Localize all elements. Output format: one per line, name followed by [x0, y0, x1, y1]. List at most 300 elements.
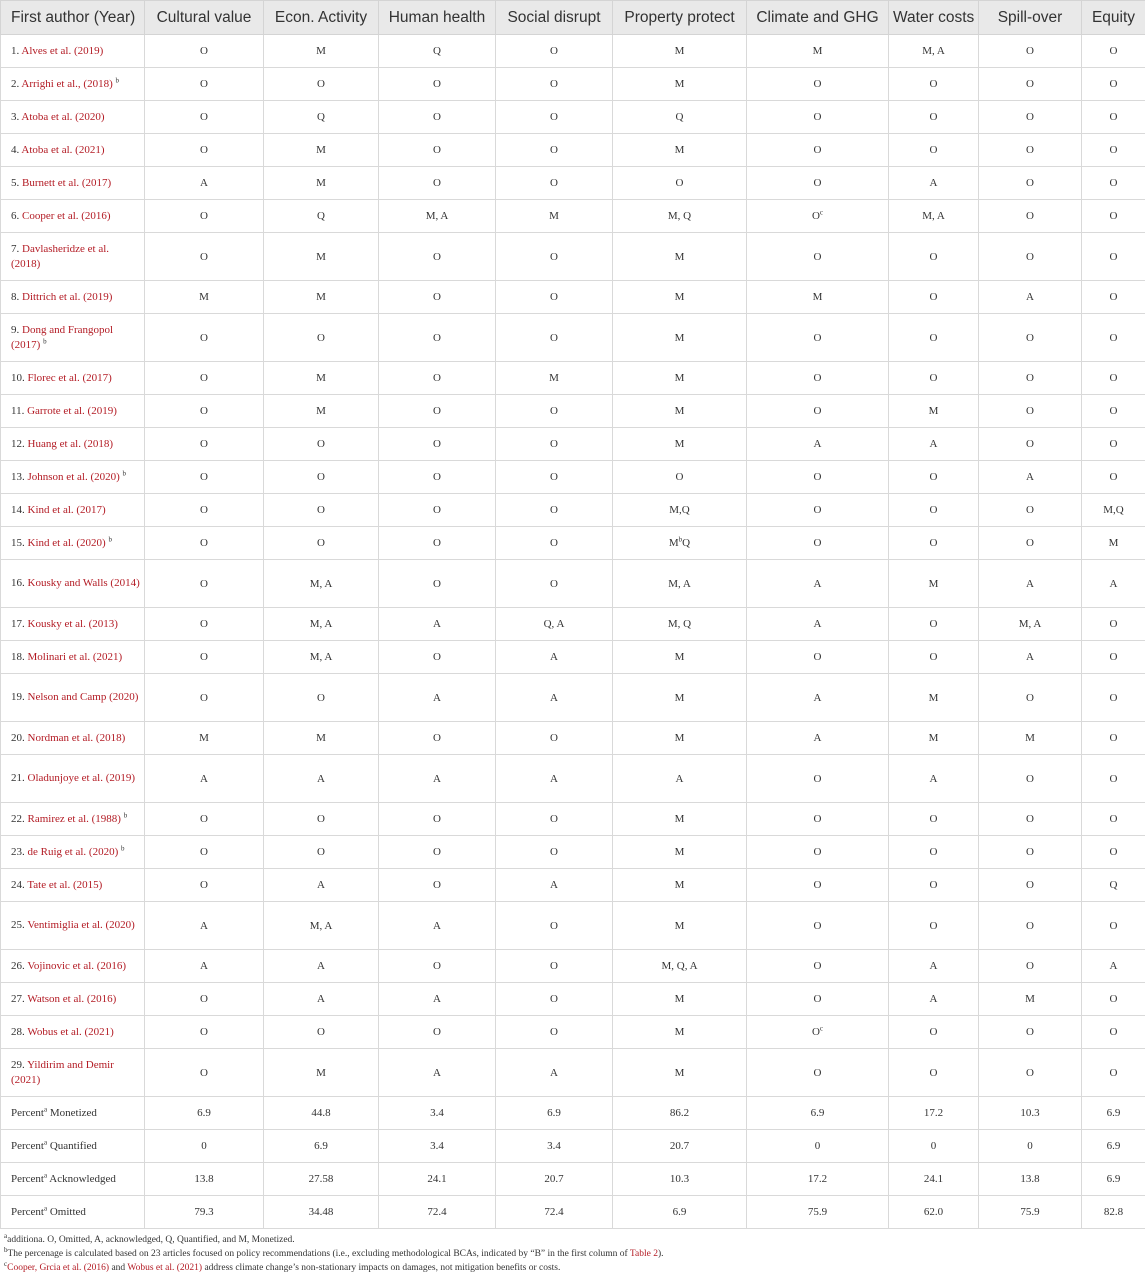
value-cell	[264, 281, 379, 314]
cell-value: O	[813, 177, 822, 189]
cell-value: O	[433, 250, 441, 263]
table-row	[1, 836, 1145, 869]
value-cell	[264, 68, 379, 101]
value-cell	[613, 836, 747, 869]
cell-value: M	[674, 993, 685, 1005]
value-cell	[264, 1049, 379, 1097]
cell-value: O	[200, 45, 208, 57]
cell-value: M, Q	[667, 210, 692, 222]
value-cell	[379, 674, 496, 722]
value-cell	[145, 836, 264, 869]
table-2-link[interactable]: Table 2	[629, 1249, 659, 1259]
value-cell	[889, 983, 979, 1016]
cell-value: Q	[317, 210, 325, 222]
cell-value: O	[200, 537, 208, 549]
value-cell	[264, 527, 379, 560]
value-cell	[613, 869, 747, 902]
value-cell	[496, 755, 613, 803]
value-cell	[379, 869, 496, 902]
row-number: 27.	[11, 992, 25, 1005]
value-cell	[496, 983, 613, 1016]
value-cell	[1082, 560, 1145, 608]
value-cell	[1082, 1049, 1145, 1097]
cell-value: O	[550, 144, 558, 156]
value-cell	[979, 281, 1082, 314]
cell-value: M	[928, 405, 939, 417]
percent-cell: 6.9	[145, 1097, 264, 1130]
cell-value: O	[1026, 1066, 1034, 1079]
cell-value: O	[1109, 691, 1118, 704]
value-cell	[264, 167, 379, 200]
author-reference-link[interactable]: Oladunjoye et al. (2019)	[27, 772, 136, 784]
value-cell	[496, 902, 613, 950]
value-cell	[747, 674, 889, 722]
value-cell	[979, 902, 1082, 950]
cell-value: O	[550, 291, 558, 303]
row-number: 29.	[11, 1058, 25, 1071]
author-reference-link[interactable]: Kind et al. (2020)	[27, 536, 106, 549]
cell-value: O	[1109, 846, 1118, 858]
row-number: 14.	[11, 503, 25, 516]
author-reference-link[interactable]: Kousky and Walls (2014)	[27, 577, 140, 589]
value-cell	[613, 1016, 747, 1049]
value-cell	[613, 494, 747, 527]
author-reference-link[interactable]: Nordman et al. (2018)	[27, 731, 126, 744]
cell-value: M	[674, 879, 685, 891]
value-cell	[979, 428, 1082, 461]
author-reference-link[interactable]: Cooper et al. (2016)	[22, 209, 111, 222]
cell-value: O	[1109, 405, 1118, 417]
value-cell	[145, 428, 264, 461]
cell-value: O	[929, 144, 938, 156]
cell-value: O	[550, 471, 558, 483]
author-reference-link[interactable]: Wobus et al. (2021)	[27, 1025, 114, 1038]
value-cell	[747, 836, 889, 869]
cell-value: M	[316, 177, 326, 189]
row-number: 8.	[11, 290, 20, 303]
value-cell: $M^bQ$	[613, 527, 747, 560]
cell-value: O	[813, 993, 822, 1005]
cell-value: O	[317, 537, 325, 549]
value-cell	[889, 674, 979, 722]
cell-value: O	[200, 1066, 208, 1079]
cell-value: O	[317, 471, 325, 483]
value-cell	[613, 101, 747, 134]
cell-value: O	[929, 504, 938, 516]
row-number: 24.	[11, 878, 25, 891]
value-cell	[889, 836, 979, 869]
percent-cell: 6.9	[1082, 1163, 1145, 1196]
cell-value: A	[317, 879, 325, 891]
cell-value: O	[550, 177, 558, 189]
cell-value: Q	[1109, 879, 1118, 891]
table-row	[1, 641, 1145, 674]
row-number: 13.	[11, 470, 25, 483]
table-row	[1, 233, 1145, 281]
cell-value: O	[433, 471, 441, 483]
value-cell	[379, 362, 496, 395]
author-reference-link[interactable]: Dittrich et al. (2019)	[22, 290, 113, 303]
cell-value: Q	[433, 45, 441, 57]
row-number: 19.	[11, 691, 25, 703]
value-cell	[889, 869, 979, 902]
value-cell	[747, 167, 889, 200]
cell-value: Q	[317, 111, 325, 123]
value-cell	[145, 314, 264, 362]
cell-value: A	[200, 960, 208, 972]
cell-value: M	[674, 405, 685, 417]
row-number: 6.	[11, 209, 20, 222]
row-number: 16.	[11, 577, 25, 589]
cell-value: M	[549, 372, 559, 384]
value-cell	[979, 836, 1082, 869]
cell-value: O	[1026, 691, 1034, 704]
author-cell	[1, 527, 145, 560]
cell-value: O	[1109, 111, 1118, 123]
value-cell	[747, 461, 889, 494]
cell-value: O	[433, 846, 441, 858]
value-cell	[747, 641, 889, 674]
value-cell	[145, 983, 264, 1016]
author-reference-link[interactable]: Huang et al. (2018)	[27, 437, 114, 450]
value-cell	[1082, 428, 1145, 461]
author-cell	[1, 641, 145, 674]
value-cell	[613, 233, 747, 281]
author-cell	[1, 494, 145, 527]
cell-value: O	[550, 331, 558, 344]
table-row	[1, 35, 1145, 68]
cell-value: O	[200, 879, 208, 891]
cell-value: O	[317, 438, 325, 450]
cell-value: O	[317, 846, 325, 858]
value-cell	[145, 722, 264, 755]
author-reference-link[interactable]: Burnett et al. (2017)	[22, 176, 112, 189]
percent-cell: 0	[747, 1130, 889, 1163]
value-cell	[1082, 902, 1145, 950]
cell-value: M	[316, 372, 326, 384]
author-reference-link[interactable]: de Ruig et al. (2020)	[27, 845, 119, 858]
cell-value: M, A	[668, 577, 691, 590]
cell-value: A	[813, 691, 822, 704]
cell-value: O	[433, 732, 441, 744]
author-reference-link[interactable]: Dong and Frangopol (2017)	[11, 323, 114, 351]
value-cell	[979, 674, 1082, 722]
percent-cell: 24.1	[379, 1163, 496, 1196]
cell-value: M,Q	[1103, 504, 1124, 516]
footnote-mark: a	[43, 1170, 48, 1179]
value-cell	[979, 314, 1082, 362]
row-number: 20.	[11, 731, 25, 744]
cell-value: O	[1109, 1026, 1118, 1038]
footnote-mark: b	[123, 810, 128, 819]
column-header: Cultural value	[145, 1, 264, 35]
value-cell	[613, 428, 747, 461]
cell-value: M, A	[309, 577, 333, 590]
cell-value: O	[1026, 1026, 1034, 1038]
table-row	[1, 755, 1145, 803]
footnote-mark: c	[4, 1259, 8, 1268]
row-number: 17.	[11, 617, 25, 630]
cell-value: O	[200, 813, 208, 825]
table-row	[1, 314, 1145, 362]
footnote-text: additiona. O, Omitted, A, acknowledged, Q, Quantified, and M, Monetized.	[7, 1235, 295, 1245]
value-cell	[889, 722, 979, 755]
author-reference-link[interactable]: Watson et al. (2016)	[27, 992, 117, 1005]
value-cell	[379, 233, 496, 281]
value-cell	[1082, 362, 1145, 395]
value-cell	[747, 314, 889, 362]
cell-value: O	[1026, 438, 1034, 450]
cell-value: O	[550, 846, 558, 858]
table-row	[1, 722, 1145, 755]
value-cell	[379, 755, 496, 803]
cell-value: M, Q	[667, 618, 692, 630]
value-cell	[1082, 983, 1145, 1016]
cooper-reference-link[interactable]: Cooper, Grcia et al. (2016)	[7, 1263, 110, 1273]
value-cell	[496, 35, 613, 68]
percent-cell: 27.58	[264, 1163, 379, 1196]
cell-value: A	[1109, 960, 1118, 972]
row-number: 28.	[11, 1025, 25, 1038]
value-cell	[379, 608, 496, 641]
value-cell	[145, 950, 264, 983]
cell-value: O	[813, 144, 822, 156]
value-cell	[613, 983, 747, 1016]
value-cell	[145, 362, 264, 395]
value-cell	[889, 395, 979, 428]
cell-value: O	[1026, 78, 1034, 90]
cell-value: O	[813, 405, 822, 417]
cell-value: O	[1109, 144, 1118, 156]
value-cell	[1082, 494, 1145, 527]
footnote-mark: c	[819, 208, 824, 217]
value-cell	[496, 428, 613, 461]
value-cell	[889, 803, 979, 836]
author-reference-link[interactable]: Kousky et al. (2013)	[27, 617, 118, 630]
cell-value: O	[1026, 919, 1034, 932]
author-cell	[1, 722, 145, 755]
cell-value: O	[200, 993, 208, 1005]
value-cell	[613, 1049, 747, 1097]
value-cell	[379, 167, 496, 200]
value-cell	[379, 494, 496, 527]
summary-label-text: Percent	[11, 1139, 44, 1152]
author-cell	[1, 1016, 145, 1049]
cell-value: O	[200, 651, 208, 663]
author-cell	[1, 35, 145, 68]
value-cell	[496, 641, 613, 674]
row-number: 11.	[11, 404, 25, 417]
cell-value: O	[200, 331, 208, 344]
author-reference-link[interactable]: Alves et al. (2019)	[21, 44, 104, 57]
author-reference-link[interactable]: Ramirez et al. (1988)	[27, 812, 121, 825]
value-cell	[747, 395, 889, 428]
percent-cell: 17.2	[747, 1163, 889, 1196]
author-reference-link[interactable]: Florec et al. (2017)	[27, 371, 112, 384]
value-cell	[379, 950, 496, 983]
cell-value: M, Q, A	[661, 960, 698, 972]
value-cell	[1082, 836, 1145, 869]
author-reference-link[interactable]: Johnson et al. (2020)	[27, 470, 120, 483]
author-reference-link[interactable]: Ventimiglia et al. (2020)	[27, 919, 135, 931]
value-cell	[145, 527, 264, 560]
cell-value: O	[929, 879, 938, 891]
value-cell	[889, 35, 979, 68]
cell-value: A	[317, 993, 325, 1005]
cell-value: M	[674, 372, 685, 384]
author-reference-link[interactable]: Atoba et al. (2020)	[21, 110, 105, 123]
value-cell	[496, 134, 613, 167]
row-number: 7.	[11, 242, 20, 255]
cell-value: A	[550, 691, 558, 704]
author-reference-link[interactable]: Nelson and Camp (2020)	[27, 691, 139, 703]
value-cell	[264, 983, 379, 1016]
cell-value: M, A	[922, 45, 945, 57]
wobus-reference-link[interactable]: Wobus et al. (2021)	[127, 1263, 203, 1273]
value-cell	[613, 35, 747, 68]
value-cell	[379, 101, 496, 134]
cell-value: O	[433, 960, 441, 972]
footnote-mark: b	[4, 1245, 8, 1254]
cell-value: M	[316, 405, 326, 417]
cell-value: O	[1026, 846, 1034, 858]
value-cell	[979, 101, 1082, 134]
value-cell	[613, 560, 747, 608]
cell-value: M	[674, 144, 685, 156]
author-reference-link[interactable]: Garrote et al. (2019)	[27, 404, 117, 417]
value-cell	[1082, 461, 1145, 494]
value-cell	[145, 395, 264, 428]
value-cell	[979, 560, 1082, 608]
cell-value: O	[317, 78, 325, 90]
value-cell	[747, 902, 889, 950]
cell-value: A	[433, 993, 441, 1005]
value-cell	[496, 527, 613, 560]
cell-value: O	[550, 537, 558, 549]
value-cell	[979, 950, 1082, 983]
summary-row	[1, 1097, 1145, 1130]
cell-value: M, A	[309, 618, 333, 630]
cell-value: A	[200, 177, 208, 189]
percent-cell: 0	[145, 1130, 264, 1163]
summary-kind: Monetized	[49, 1106, 97, 1119]
value-cell	[145, 281, 264, 314]
value-cell	[747, 101, 889, 134]
author-reference-link[interactable]: Arrighi et al., (2018)	[21, 77, 113, 90]
author-reference-link[interactable]: Atoba et al. (2021)	[21, 143, 105, 156]
value-cell	[264, 494, 379, 527]
author-cell	[1, 395, 145, 428]
value-cell	[889, 1049, 979, 1097]
value-cell	[264, 755, 379, 803]
value-cell	[889, 134, 979, 167]
cell-value: O	[1109, 732, 1118, 744]
value-cell	[747, 494, 889, 527]
value-cell	[747, 560, 889, 608]
value-cell	[379, 281, 496, 314]
value-cell	[379, 68, 496, 101]
table-row	[1, 983, 1145, 1016]
author-reference-link[interactable]: Molinari et al. (2021)	[27, 650, 123, 663]
value-cell	[379, 1049, 496, 1097]
value-cell	[747, 722, 889, 755]
author-cell	[1, 281, 145, 314]
author-cell	[1, 950, 145, 983]
cell-value: O	[929, 537, 938, 549]
author-cell	[1, 836, 145, 869]
value-cell	[1082, 755, 1145, 803]
value-cell	[979, 362, 1082, 395]
value-cell	[979, 134, 1082, 167]
column-header: Econ. Activity	[264, 1, 379, 35]
author-reference-link[interactable]: Davlasheridze et al. (2018)	[11, 242, 110, 270]
table-row	[1, 608, 1145, 641]
cell-value: O	[1026, 960, 1034, 972]
value-cell	[979, 527, 1082, 560]
author-cell	[1, 983, 145, 1016]
footnote-mark: b	[108, 534, 112, 543]
footnote-mark: c	[819, 1024, 824, 1033]
value-cell	[264, 608, 379, 641]
cell-value: Q, A	[543, 618, 565, 630]
cell-value: M	[674, 691, 685, 704]
cell-value: M	[316, 291, 326, 303]
table-row	[1, 1016, 1145, 1049]
row-number: 26.	[11, 959, 25, 972]
cell-value: O	[550, 438, 558, 450]
value-cell	[1082, 950, 1145, 983]
cell-value: O	[550, 250, 558, 263]
cell-value: O	[813, 111, 822, 123]
author-cell	[1, 560, 145, 608]
author-cell	[1, 1049, 145, 1097]
cell-value: O	[200, 111, 208, 123]
cell-value: O	[433, 291, 441, 303]
value-cell	[145, 167, 264, 200]
table-body	[1, 35, 1145, 1229]
percent-cell: 0	[889, 1130, 979, 1163]
column-header: First author (Year)	[1, 1, 145, 35]
author-reference-link[interactable]: Vojinovic et al. (2016)	[27, 959, 127, 972]
cell-value: O	[200, 405, 208, 417]
cell-value: O	[813, 250, 822, 263]
cell-value: M	[316, 144, 326, 156]
value-cell	[1082, 314, 1145, 362]
cell-value: A	[1026, 291, 1034, 303]
value-cell	[145, 461, 264, 494]
percent-cell: 3.4	[496, 1130, 613, 1163]
footnote-mark: b	[115, 75, 119, 84]
table-row	[1, 494, 1145, 527]
percent-cell: 17.2	[889, 1097, 979, 1130]
author-reference-link[interactable]: Tate et al. (2015)	[27, 878, 103, 891]
value-cell	[496, 722, 613, 755]
table-row	[1, 1049, 1145, 1097]
cell-value: O	[1026, 331, 1034, 344]
value-cell	[1082, 167, 1145, 200]
value-cell	[979, 200, 1082, 233]
value-cell	[613, 755, 747, 803]
percent-cell: 79.3	[145, 1196, 264, 1229]
value-cell	[1082, 233, 1145, 281]
cell-value: O	[317, 691, 325, 704]
cell-value: O	[813, 504, 822, 516]
author-reference-link[interactable]: Yildirim and Demir (2021)	[11, 1058, 114, 1086]
percent-cell: 20.7	[496, 1163, 613, 1196]
author-reference-link[interactable]: Kind et al. (2017)	[27, 503, 106, 516]
cell-value: O	[433, 405, 441, 417]
value-cell	[889, 281, 979, 314]
